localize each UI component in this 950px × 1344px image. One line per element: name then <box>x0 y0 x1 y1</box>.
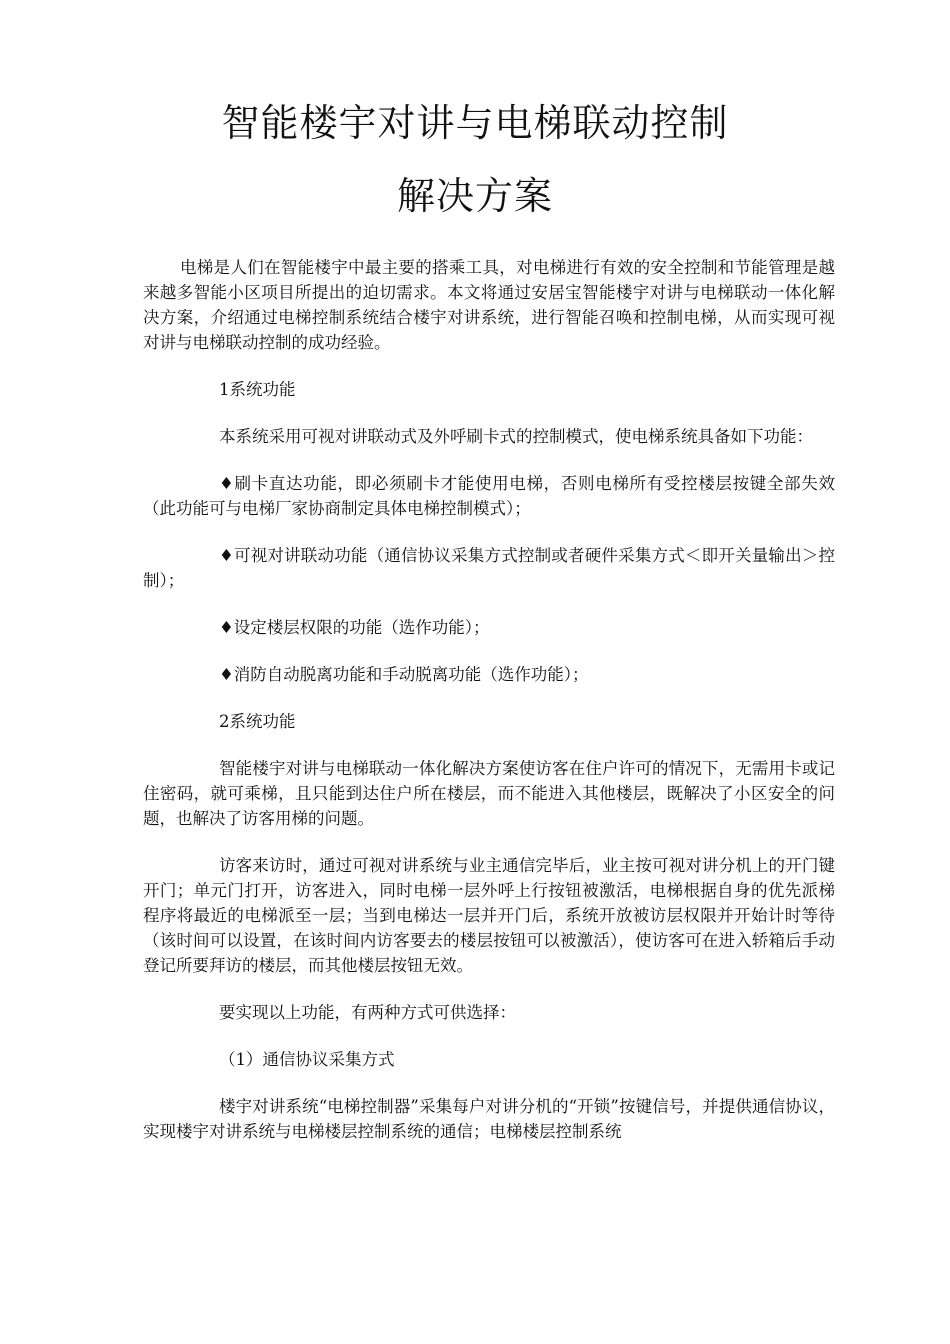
paragraph-control-mode: 本系统采用可视对讲联动式及外呼刷卡式的控制模式，使电梯系统具备如下功能： <box>219 427 813 446</box>
document-title-line-2: 解决方案 <box>396 174 553 218</box>
bullet-intercom-linkage: ♦可视对讲联动功能（通信协议采集方式控制或者硬件采集方式＜即开关量输出＞控制）； <box>143 546 835 590</box>
document-body <box>143 255 835 1166</box>
paragraph-visitor-access: 智能楼宇对讲与电梯联动一体化解决方案使访客在住户许可的情况下，无需用卡或记住密码，就可乘梯，且只能到达住户所在楼层，而不能进入其他楼层，既解决了小区安全的问题，也解决了访客用梯的问题。 <box>143 759 835 828</box>
section-heading-2: 2系统功能 <box>219 712 296 731</box>
bullet-fire-release: ♦消防自动脱离功能和手动脱离功能（选作功能）； <box>219 665 589 684</box>
subheading-protocol-method: （1）通信协议采集方式 <box>219 1050 395 1069</box>
bullet-card-direct: ♦刷卡直达功能，即必须刷卡才能使用电梯，否则电梯所有受控楼层按键全部失效（此功能可与电梯厂家协商制定具体电梯控制模式）； <box>143 474 835 518</box>
bullet-floor-permission: ♦设定楼层权限的功能（选作功能）； <box>219 618 490 637</box>
document-title-line-1: 智能楼宇对讲与电梯联动控制 <box>221 101 729 145</box>
paragraph-protocol-method: 楼宇对讲系统“电梯控制器”采集每户对讲分机的“开锁”按键信号，并提供通信协议，实现楼宇对讲系统与电梯楼层控制系统的通信；电梯楼层控制系统 <box>143 1097 835 1141</box>
intro-paragraph: 电梯是人们在智能楼宇中最主要的搭乘工具，对电梯进行有效的安全控制和节能管理是越来越多智能小区项目所提出的迫切需求。本文将通过安居宝智能楼宇对讲与电梯联动一体化解决方案，介绍通过电梯控制系统结合楼宇对讲系统，进行智能召唤和控制电梯，从而实现可视对讲与电梯联动控制的成功经验。 <box>143 258 835 352</box>
paragraph-visitor-flow: 访客来访时，通过可视对讲系统与业主通信完毕后，业主按可视对讲分机上的开门键开门；单元门打开，访客进入，同时电梯一层外呼上行按钮被激活，电梯根据自身的优先派梯程序将最近的电梯派至一层；当到电梯达一层并开门后，系统开放被访层权限并开始计时等待（该时间可以设置，在该时间内访客要去的楼层按钮可以被激活），使访客可在进入轿箱后手动登记所要拜访的楼层，而其他楼层按钮无效。 <box>143 856 835 975</box>
paragraph-two-methods: 要实现以上功能，有两种方式可供选择： <box>219 1003 516 1022</box>
section-heading-1: 1系统功能 <box>219 380 296 399</box>
